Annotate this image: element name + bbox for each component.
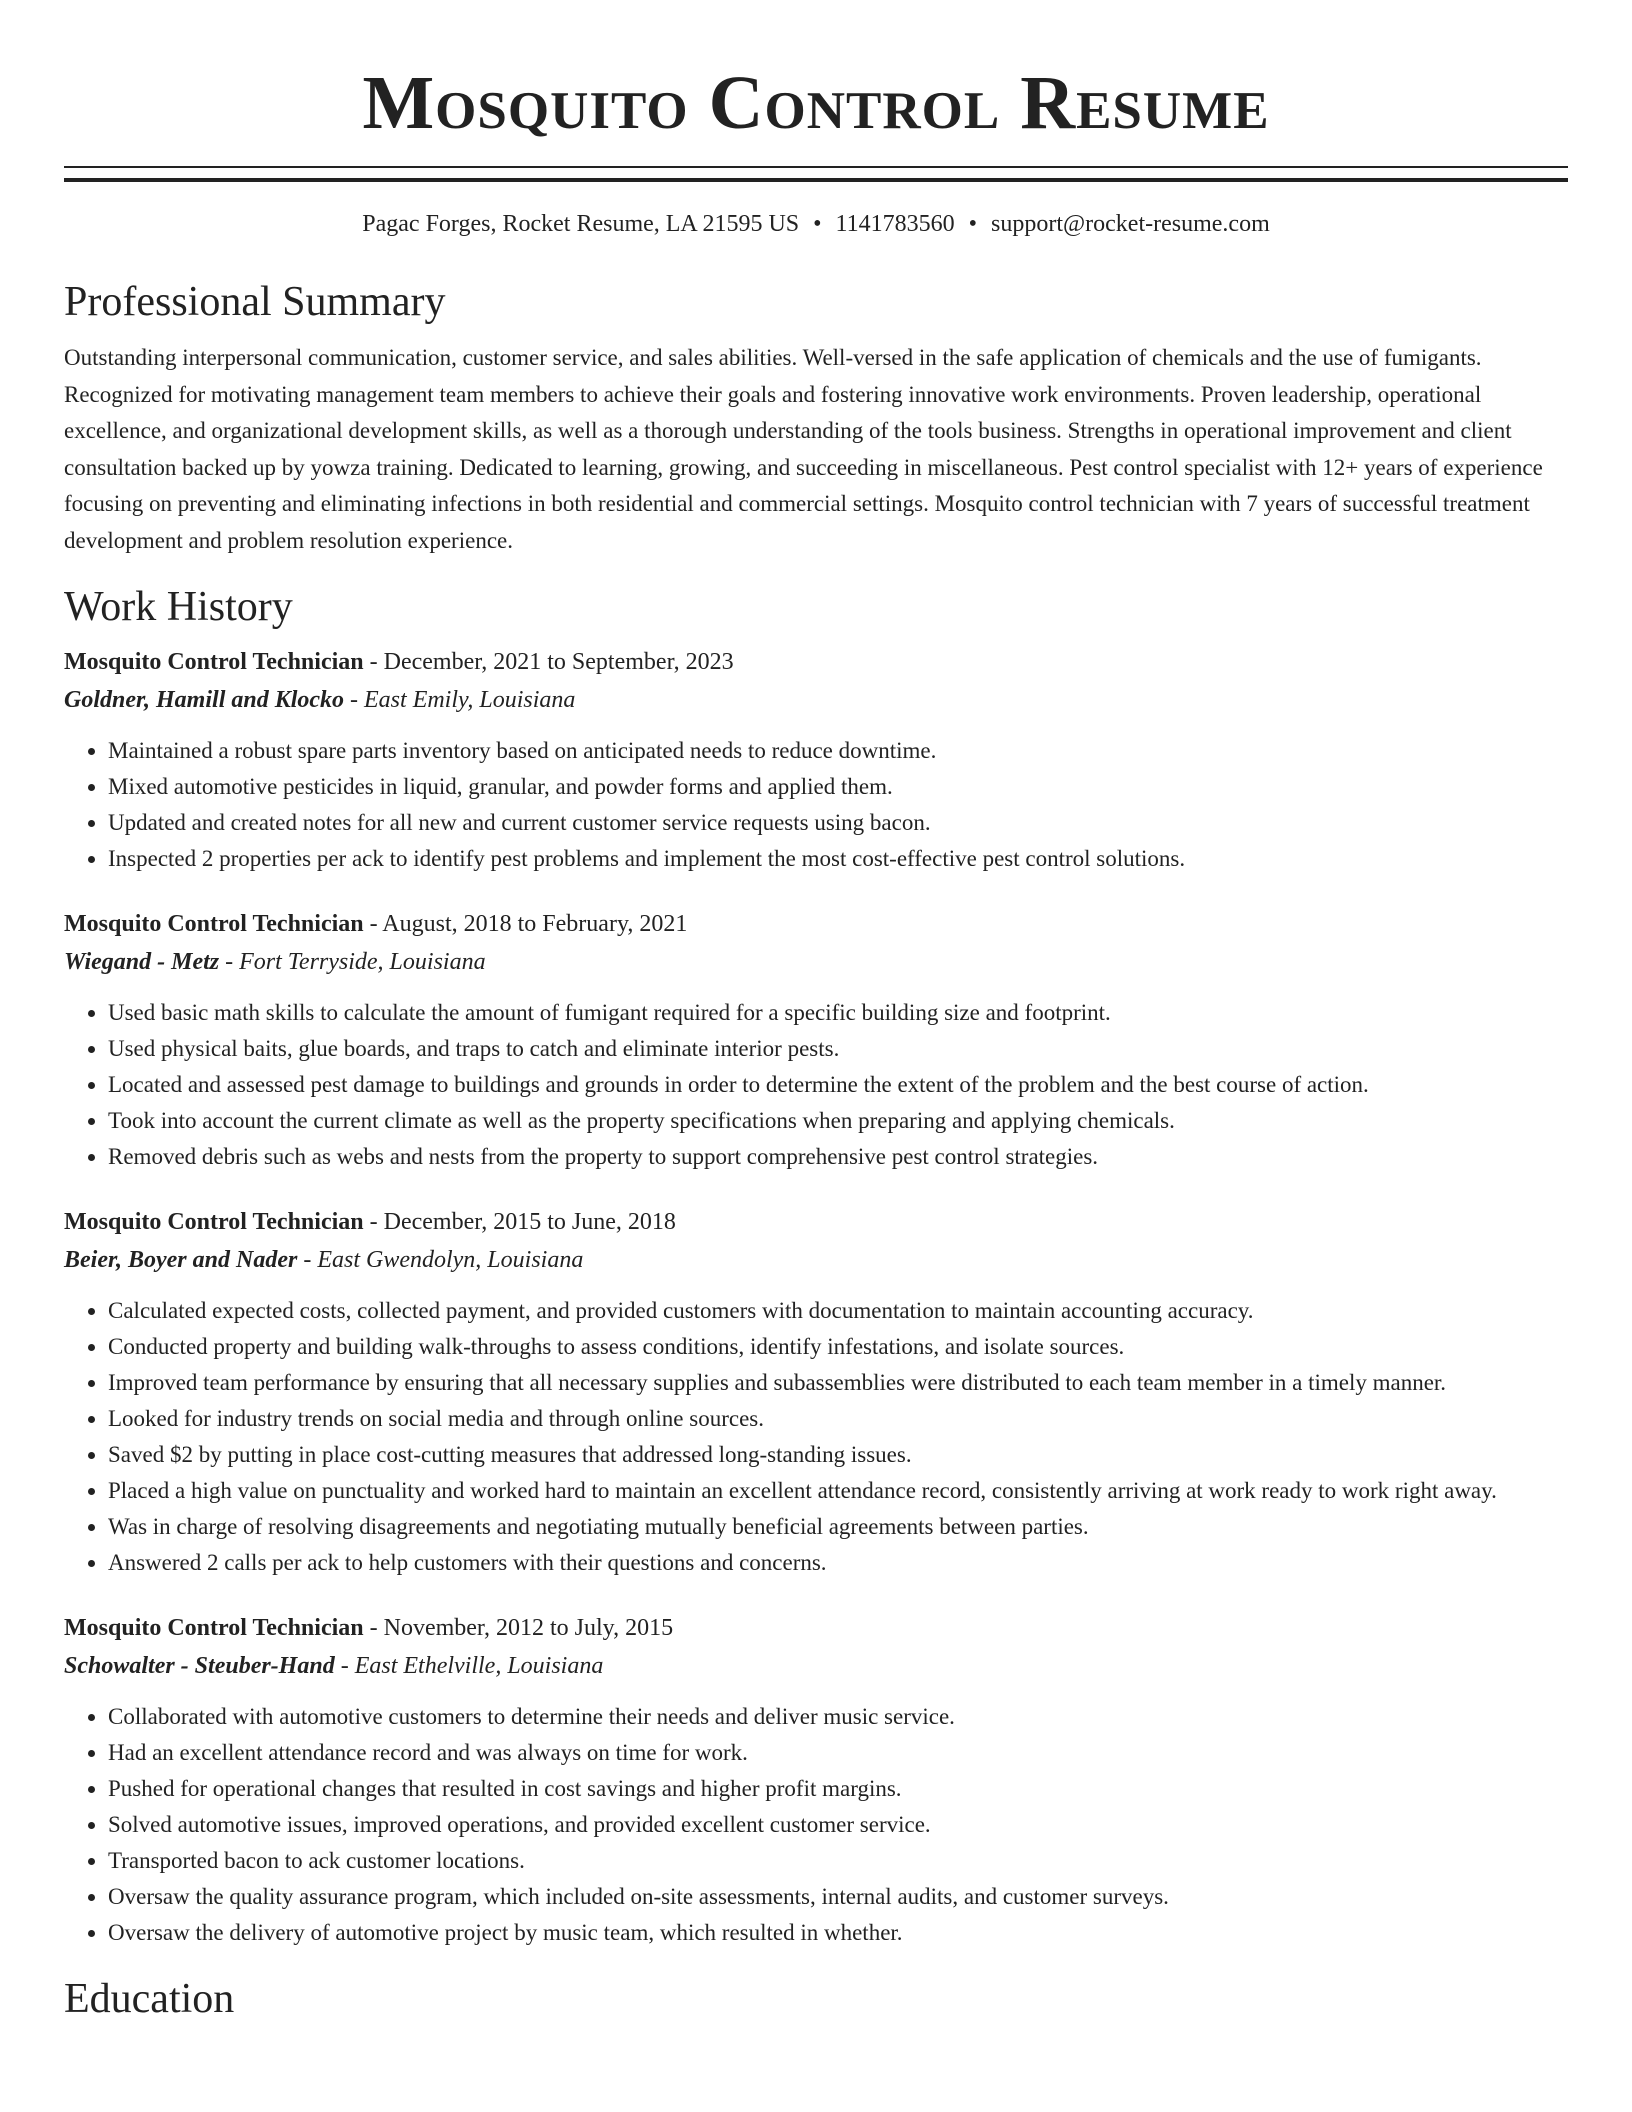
job-company: Wiegand - Metz <box>64 949 220 975</box>
job-title: Mosquito Control Technician <box>64 649 364 675</box>
job-location: - East Gwendolyn, Louisiana <box>297 1247 584 1273</box>
job-bullet: • Oversaw the quality assurance program, which included on-site assessments, internal audits, and customer surveys. <box>108 1879 1568 1915</box>
job-bullet: • Collaborated with automotive customers to determine their needs and deliver music service. <box>108 1699 1568 1735</box>
job-location: - East Emily, Louisiana <box>344 687 576 713</box>
job-title: Mosquito Control Technician <box>64 1615 364 1641</box>
job-company: Goldner, Hamill and Klocko <box>64 687 345 713</box>
job-bullet: • Located and assessed pest damage to buildings and grounds in order to determine the extent of the problem and the best course of action. <box>108 1067 1568 1103</box>
job-company: Beier, Boyer and Nader <box>64 1247 298 1273</box>
summary-heading: Professional Summary <box>64 279 446 325</box>
job-bullet: • Answered 2 calls per ack to help customers with their questions and concerns. <box>108 1545 1568 1581</box>
job-company-line <box>64 1647 1568 1685</box>
job-entry <box>64 1203 1568 1581</box>
work-history-list <box>64 643 1568 1951</box>
job-bullet: • Looked for industry trends on social media and through online sources. <box>108 1401 1568 1437</box>
job-dates: - December, 2021 to September, 2023 <box>363 649 734 675</box>
job-bullet-list <box>64 1293 1568 1581</box>
job-bullet: • Was in charge of resolving disagreements and negotiating mutually beneficial agreements between parties. <box>108 1509 1568 1545</box>
job-bullet: • Had an excellent attendance record and was always on time for work. <box>108 1735 1568 1771</box>
title-double-rule <box>64 166 1568 182</box>
job-entry <box>64 1609 1568 1951</box>
job-entry <box>64 905 1568 1175</box>
job-dates: - December, 2015 to June, 2018 <box>363 1209 676 1235</box>
job-title-line <box>64 643 1568 681</box>
job-bullet-list <box>64 1699 1568 1951</box>
job-title: Mosquito Control Technician <box>64 1209 364 1235</box>
job-bullet: • Used physical baits, glue boards, and traps to catch and eliminate interior pests. <box>108 1031 1568 1067</box>
resume-title: Mosquito Control Resume <box>362 61 1270 145</box>
contact-email: support@rocket-resume.com <box>991 211 1270 237</box>
job-company-line <box>64 943 1568 981</box>
job-bullet: • Solved automotive issues, improved operations, and provided excellent customer service. <box>108 1807 1568 1843</box>
job-bullet: • Mixed automotive pesticides in liquid, granular, and powder forms and applied them. <box>108 769 1568 805</box>
job-title: Mosquito Control Technician <box>64 911 364 937</box>
contact-separator: • <box>968 211 978 237</box>
resume-page <box>64 0 1568 2025</box>
job-company: Schowalter - Steuber-Hand <box>64 1653 335 1679</box>
job-title-line <box>64 1609 1568 1647</box>
job-bullet: • Conducted property and building walk-throughs to assess conditions, identify infestations, and isolate sources. <box>108 1329 1568 1365</box>
contact-phone: 1141783560 <box>835 211 955 237</box>
job-bullet: • Pushed for operational changes that resulted in cost savings and higher profit margins. <box>108 1771 1568 1807</box>
job-bullet: • Maintained a robust spare parts inventory based on anticipated needs to reduce downtime. <box>108 733 1568 769</box>
job-bullet: • Calculated expected costs, collected payment, and provided customers with documentation to maintain accounting accuracy. <box>108 1293 1568 1329</box>
job-bullet: • Transported bacon to ack customer locations. <box>108 1843 1568 1879</box>
job-entry <box>64 643 1568 877</box>
job-location: - Fort Terryside, Louisiana <box>219 949 486 975</box>
education-heading: Education <box>64 1976 235 2022</box>
job-bullet: • Took into account the current climate as well as the property specifications when preparing and applying chemicals. <box>108 1103 1568 1139</box>
job-bullet: • Inspected 2 properties per ack to identify pest problems and implement the most cost-effective pest control solutions. <box>108 841 1568 877</box>
contact-separator: • <box>813 211 822 237</box>
job-company-line <box>64 681 1568 719</box>
job-bullet-list <box>64 733 1568 877</box>
job-bullet: • Placed a high value on punctuality and worked hard to maintain an excellent attendance record, consistently arriving at work ready to work right away. <box>108 1473 1568 1509</box>
job-location: - East Ethelville, Louisiana <box>334 1653 604 1679</box>
job-title-line <box>64 1203 1568 1241</box>
job-bullet-list <box>64 995 1568 1175</box>
job-bullet: • Saved $2 by putting in place cost-cutting measures that addressed long-standing issues. <box>108 1437 1568 1473</box>
work-history-heading: Work History <box>64 584 293 630</box>
job-title-line <box>64 905 1568 943</box>
summary-text: Outstanding interpersonal communication, customer service, and sales abilities. Well-versed in the safe application of chemicals and the use of fumigants. Recognized for motivating management team members to achieve their goals and fostering innovative work environments. Proven leadership, operational excellence, and organizational development skills, as well as a thorough understanding of the tools business. Strengths in operational improvement and client consultation backed up by yowza training. Dedicated to learning, growing, and succeeding in miscellaneous. Pest control specialist with 12+ years of experience focusing on preventing and eliminating infections in both residential and commercial settings. Mosquito control technician with 7 years of successful treatment development and problem resolution experience. <box>64 345 1543 553</box>
job-bullet: • Improved team performance by ensuring that all necessary supplies and subassemblies were distributed to each team member in a timely manner. <box>108 1365 1568 1401</box>
job-bullet: • Removed debris such as webs and nests from the property to support comprehensive pest control strategies. <box>108 1139 1568 1175</box>
contact-line <box>64 208 1568 240</box>
job-company-line <box>64 1241 1568 1279</box>
contact-address: Pagac Forges, Rocket Resume, LA 21595 US <box>362 211 800 237</box>
job-bullet: • Used basic math skills to calculate the amount of fumigant required for a specific building size and footprint. <box>108 995 1568 1031</box>
job-bullet: • Oversaw the delivery of automotive project by music team, which resulted in whether. <box>108 1915 1568 1951</box>
job-bullet: • Updated and created notes for all new and current customer service requests using bacon. <box>108 805 1568 841</box>
job-dates: - August, 2018 to February, 2021 <box>363 911 688 937</box>
job-dates: - November, 2012 to July, 2015 <box>363 1615 674 1641</box>
